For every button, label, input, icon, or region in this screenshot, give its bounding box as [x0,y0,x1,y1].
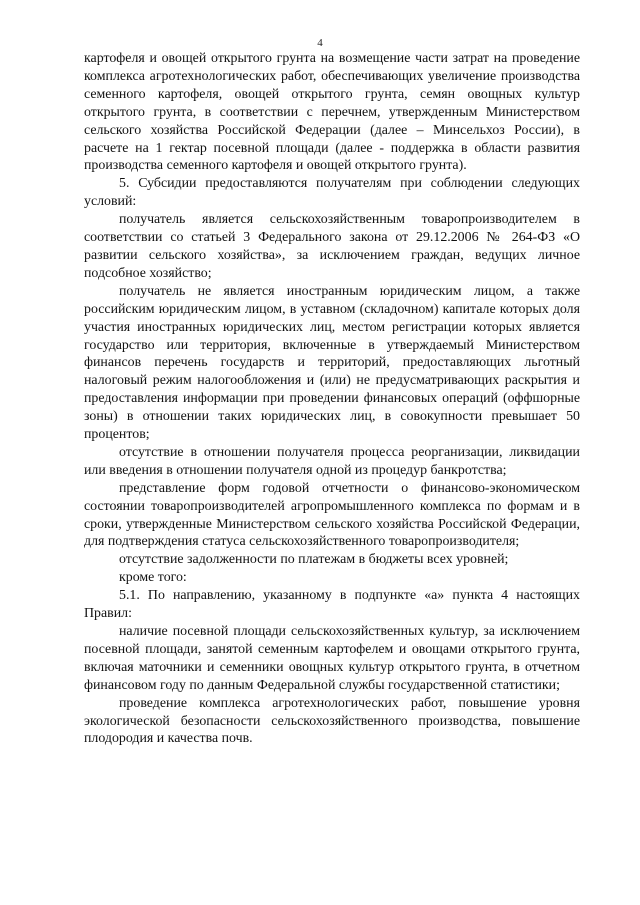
paragraph-condition-agrotech: проведение комплекса агротехнологических работ, повышение уровня экологической безопасности сельскохозяйственного производства, повышение плодородия и качества почв. [84,695,580,747]
paragraph-condition-not-foreign: получатель не является иностранным юридическим лицом, а также российским юридическим лицом, в уставном (складочном) капитале которых доля участия иностранных юридических лиц, местом регистрации которых является государство или территория, включенные в утверждаемый Министерством финансов перечень государств и территорий, предоставляющих льготный налоговый режим налогообложения и (или) не предусматривающих раскрытия и предоставления информации при проведении финансовых операций (оффшорные зоны) в отношении таких юридических лиц, в совокупности превышает 50 процентов; [84,283,580,443]
paragraph-condition-reporting: представление форм годовой отчетности о финансово-экономическом состоянии товаропроизводителей агропромышленного комплекса по формам и в сроки, утвержденные Министерством сельского хозяйства Российской Федерации, для подтверждения статуса сельскохозяйственного товаропроизводителя; [84,480,580,550]
page-number: 4 [317,37,323,49]
paragraph-item-5: 5. Субсидии предоставляются получателям при соблюдении следующих условий: [84,176,580,210]
paragraph-support-continuation: картофеля и овощей открытого грунта на возмещение части затрат на проведение комплекса агротехнологических работ, обеспечивающих увеличение производства семенного картофеля, овощей открытого грунта, семян овощных культур открытого грунта, в соответствии с перечнем, утвержденным Министерством сельского хозяйства Российской Федерации (далее – Минсельхоз России), в расчете на 1 гектар посевной площади (далее - поддержка в области развития производства семенного картофеля и овощей открытого грунта). [84,51,580,174]
paragraph-condition-no-debt: отсутствие задолженности по платежам в бюджеты всех уровней; [119,552,509,568]
paragraph-item-5-1: 5.1. По направлению, указанному в подпункте «а» пункта 4 настоящих Правил: [84,588,580,622]
paragraph-condition-sown-area: наличие посевной площади сельскохозяйственных культур, за исключением посевной площади, занятой семенным картофелем и овощами открытого грунта, включая маточники и семенники овощных культур открытого грунта, в отчетном финансовом году по данным Федеральной службы государственной статистики; [84,624,580,693]
paragraph-also: кроме того: [119,570,187,586]
document-body [84,50,580,748]
paragraph-condition-no-reorganization: отсутствие в отношении получателя процесса реорганизации, ликвидации или введения в отношении получателя одной из процедур банкротства; [84,444,580,478]
paragraph-condition-producer: получатель является сельскохозяйственным товаропроизводителем в соответствии со статьей 3 Федерального закона от 29.12.2006 № 264-ФЗ «О развитии сельского хозяйства», за исключением граждан, ведущих личное подсобное хозяйство; [84,212,580,281]
